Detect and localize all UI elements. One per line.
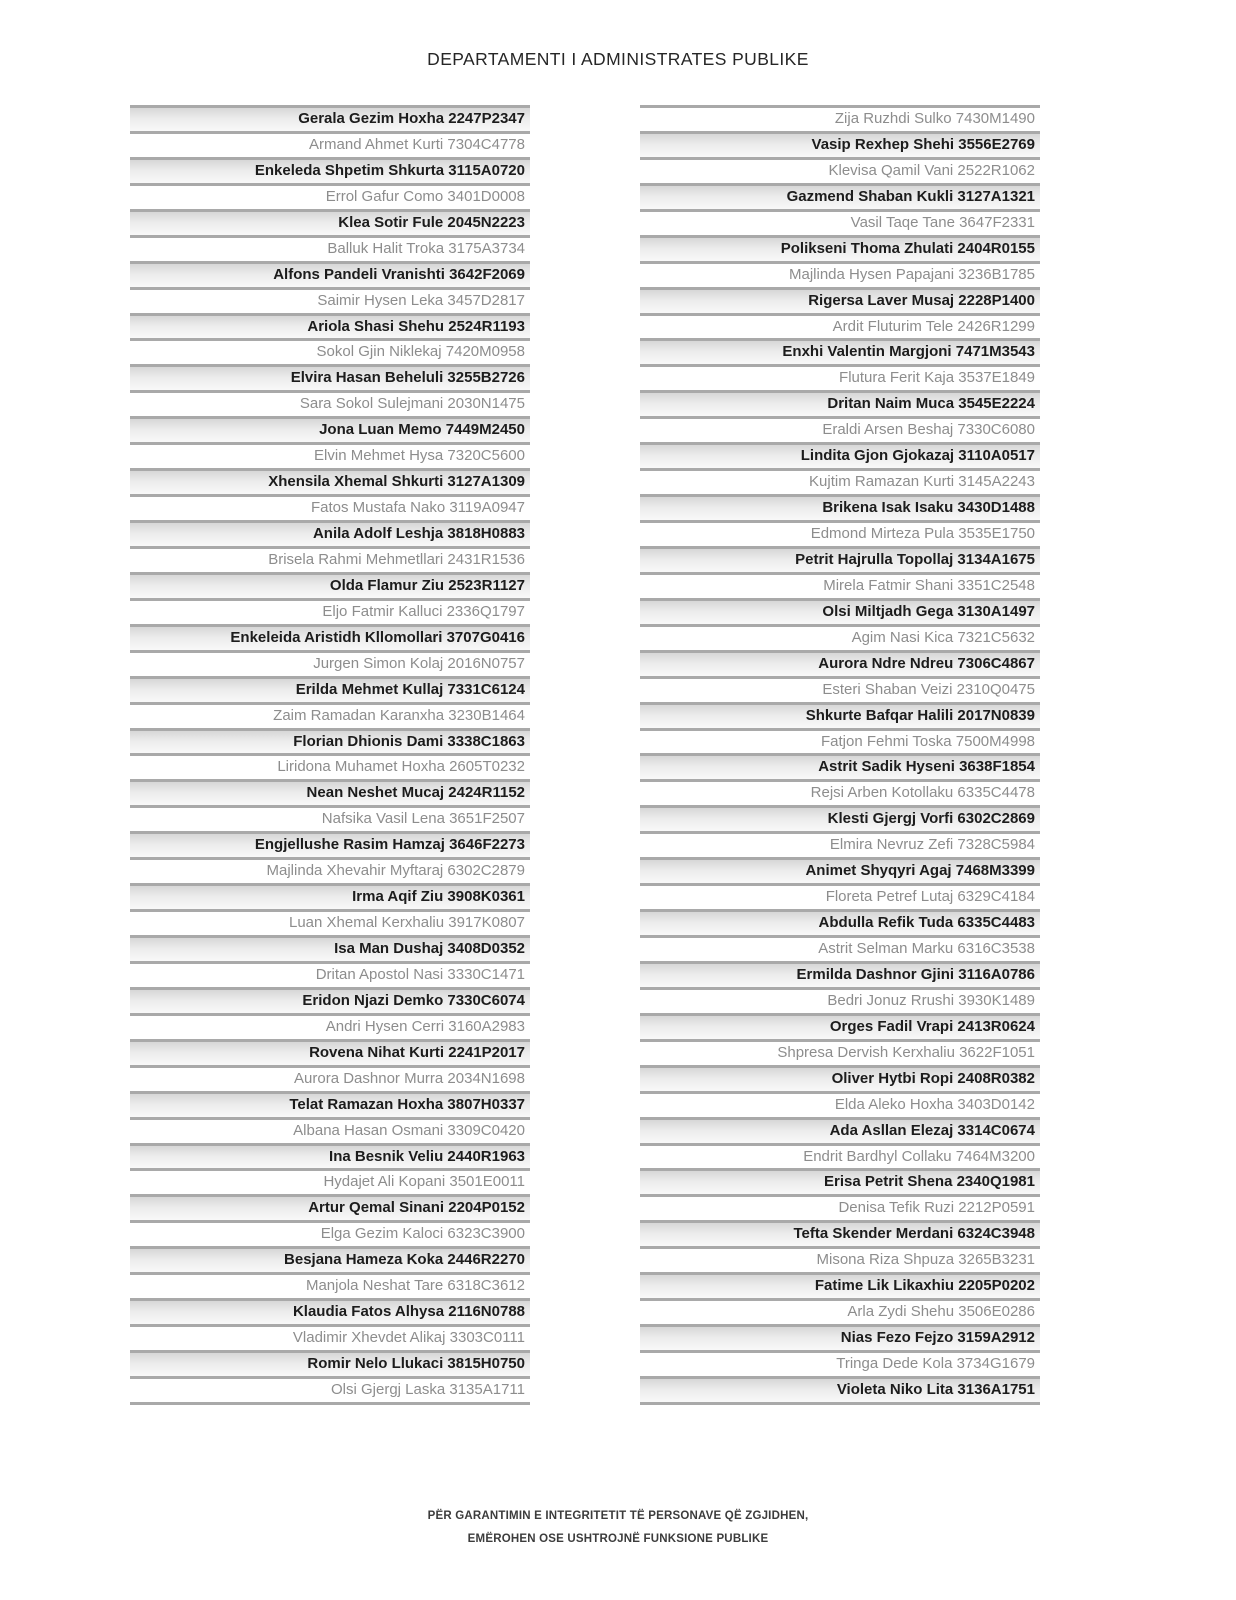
list-item: Mirela Fatmir Shani 3351C2548 bbox=[640, 572, 1040, 598]
list-item: Florian Dhionis Dami 3338C1863 bbox=[130, 728, 530, 754]
list-item: Enkeleida Aristidh Kllomollari 3707G0416 bbox=[130, 624, 530, 650]
list-item: Engjellushe Rasim Hamzaj 3646F2273 bbox=[130, 831, 530, 857]
list-item: Oliver Hytbi Ropi 2408R0382 bbox=[640, 1065, 1040, 1091]
list-item: Ada Asllan Elezaj 3314C0674 bbox=[640, 1117, 1040, 1143]
list-item: Sokol Gjin Niklekaj 7420M0958 bbox=[130, 338, 530, 364]
list-item: Arla Zydi Shehu 3506E0286 bbox=[640, 1298, 1040, 1324]
list-item: Endrit Bardhyl Collaku 7464M3200 bbox=[640, 1143, 1040, 1169]
list-item: Dritan Naim Muca 3545E2224 bbox=[640, 390, 1040, 416]
list-item: Klevisa Qamil Vani 2522R1062 bbox=[640, 157, 1040, 183]
list-item: Nafsika Vasil Lena 3651F2507 bbox=[130, 805, 530, 831]
list-item: Hydajet Ali Kopani 3501E0011 bbox=[130, 1168, 530, 1194]
list-item: Romir Nelo Llukaci 3815H0750 bbox=[130, 1350, 530, 1376]
list-item: Zija Ruzhdi Sulko 7430M1490 bbox=[640, 105, 1040, 131]
list-item: Brikena Isak Isaku 3430D1488 bbox=[640, 494, 1040, 520]
list-item: Balluk Halit Troka 3175A3734 bbox=[130, 235, 530, 261]
footer-line-1: PËR GARANTIMIN E INTEGRITETIT TË PERSONAVE QË ZGJIDHEN, bbox=[427, 1510, 809, 1522]
list-item: Elmira Nevruz Zefi 7328C5984 bbox=[640, 831, 1040, 857]
list-item: Vasil Taqe Tane 3647F2331 bbox=[640, 209, 1040, 235]
list-item: Polikseni Thoma Zhulati 2404R0155 bbox=[640, 235, 1040, 261]
list-item: Edmond Mirteza Pula 3535E1750 bbox=[640, 520, 1040, 546]
list-item: Eljo Fatmir Kalluci 2336Q1797 bbox=[130, 598, 530, 624]
list-item: Rigersa Laver Musaj 2228P1400 bbox=[640, 287, 1040, 313]
page-title: DEPARTAMENTI I ADMINISTRATES PUBLIKE bbox=[427, 49, 809, 69]
list-item: Anila Adolf Leshja 3818H0883 bbox=[130, 520, 530, 546]
list-item: Majlinda Hysen Papajani 3236B1785 bbox=[640, 261, 1040, 287]
list-item: Fatos Mustafa Nako 3119A0947 bbox=[130, 494, 530, 520]
list-item: Rejsi Arben Kotollaku 6335C4478 bbox=[640, 779, 1040, 805]
right-column bbox=[640, 105, 1040, 1405]
list-item: Telat Ramazan Hoxha 3807H0337 bbox=[130, 1091, 530, 1117]
list-item: Bedri Jonuz Rrushi 3930K1489 bbox=[640, 987, 1040, 1013]
list-item: Orges Fadil Vrapi 2413R0624 bbox=[640, 1013, 1040, 1039]
list-item: Eraldi Arsen Beshaj 7330C6080 bbox=[640, 416, 1040, 442]
list-item: Erilda Mehmet Kullaj 7331C6124 bbox=[130, 676, 530, 702]
list-item: Eridon Njazi Demko 7330C6074 bbox=[130, 987, 530, 1013]
list-item: Elda Aleko Hoxha 3403D0142 bbox=[640, 1091, 1040, 1117]
list-item: Klea Sotir Fule 2045N2223 bbox=[130, 209, 530, 235]
list-item: Astrit Selman Marku 6316C3538 bbox=[640, 935, 1040, 961]
list-item: Enkeleda Shpetim Shkurta 3115A0720 bbox=[130, 157, 530, 183]
list-item: Lindita Gjon Gjokazaj 3110A0517 bbox=[640, 442, 1040, 468]
list-item: Ina Besnik Veliu 2440R1963 bbox=[130, 1143, 530, 1169]
list-item: Esteri Shaban Veizi 2310Q0475 bbox=[640, 676, 1040, 702]
list-item: Vasip Rexhep Shehi 3556E2769 bbox=[640, 131, 1040, 157]
list-item: Armand Ahmet Kurti 7304C4778 bbox=[130, 131, 530, 157]
list-item: Violeta Niko Lita 3136A1751 bbox=[640, 1376, 1040, 1402]
list-item: Agim Nasi Kica 7321C5632 bbox=[640, 624, 1040, 650]
list-item: Errol Gafur Como 3401D0008 bbox=[130, 183, 530, 209]
list-item: Sara Sokol Sulejmani 2030N1475 bbox=[130, 390, 530, 416]
list-item: Klaudia Fatos Alhysa 2116N0788 bbox=[130, 1298, 530, 1324]
list-item: Zaim Ramadan Karanxha 3230B1464 bbox=[130, 702, 530, 728]
list-item: Flutura Ferit Kaja 3537E1849 bbox=[640, 364, 1040, 390]
footer-line-2: EMËROHEN OSE USHTROJNË FUNKSIONE PUBLIKE bbox=[467, 1533, 769, 1545]
list-item: Erisa Petrit Shena 2340Q1981 bbox=[640, 1168, 1040, 1194]
list-item: Ardit Fluturim Tele 2426R1299 bbox=[640, 313, 1040, 339]
left-column bbox=[130, 105, 530, 1405]
list-item: Irma Aqif Ziu 3908K0361 bbox=[130, 883, 530, 909]
list-item: Floreta Petref Lutaj 6329C4184 bbox=[640, 883, 1040, 909]
list-item: Andri Hysen Cerri 3160A2983 bbox=[130, 1013, 530, 1039]
list-item: Majlinda Xhevahir Myftaraj 6302C2879 bbox=[130, 857, 530, 883]
list-item: Shkurte Bafqar Halili 2017N0839 bbox=[640, 702, 1040, 728]
list-item: Denisa Tefik Ruzi 2212P0591 bbox=[640, 1194, 1040, 1220]
list-item: Astrit Sadik Hyseni 3638F1854 bbox=[640, 753, 1040, 779]
list-item: Manjola Neshat Tare 6318C3612 bbox=[130, 1272, 530, 1298]
list-item: Nean Neshet Mucaj 2424R1152 bbox=[130, 779, 530, 805]
list-item: Elvira Hasan Beheluli 3255B2726 bbox=[130, 364, 530, 390]
list-item: Fatjon Fehmi Toska 7500M4998 bbox=[640, 728, 1040, 754]
list-item: Vladimir Xhevdet Alikaj 3303C0111 bbox=[130, 1324, 530, 1350]
list-item: Olda Flamur Ziu 2523R1127 bbox=[130, 572, 530, 598]
list-item: Jona Luan Memo 7449M2450 bbox=[130, 416, 530, 442]
list-item: Luan Xhemal Kerxhaliu 3917K0807 bbox=[130, 909, 530, 935]
list-item: Animet Shyqyri Agaj 7468M3399 bbox=[640, 857, 1040, 883]
list-item: Enxhi Valentin Margjoni 7471M3543 bbox=[640, 338, 1040, 364]
list-item: Kujtim Ramazan Kurti 3145A2243 bbox=[640, 468, 1040, 494]
list-item: Abdulla Refik Tuda 6335C4483 bbox=[640, 909, 1040, 935]
list-item: Alfons Pandeli Vranishti 3642F2069 bbox=[130, 261, 530, 287]
list-item: Saimir Hysen Leka 3457D2817 bbox=[130, 287, 530, 313]
list-item: Tringa Dede Kola 3734G1679 bbox=[640, 1350, 1040, 1376]
list-item: Fatime Lik Likaxhiu 2205P0202 bbox=[640, 1272, 1040, 1298]
list-item: Olsi Gjergj Laska 3135A1711 bbox=[130, 1376, 530, 1402]
list-item: Isa Man Dushaj 3408D0352 bbox=[130, 935, 530, 961]
list-item: Artur Qemal Sinani 2204P0152 bbox=[130, 1194, 530, 1220]
list-item: Jurgen Simon Kolaj 2016N0757 bbox=[130, 650, 530, 676]
list-item: Brisela Rahmi Mehmetllari 2431R1536 bbox=[130, 546, 530, 572]
list-item: Gerala Gezim Hoxha 2247P2347 bbox=[130, 105, 530, 131]
list-item: Nias Fezo Fejzo 3159A2912 bbox=[640, 1324, 1040, 1350]
list-item: Xhensila Xhemal Shkurti 3127A1309 bbox=[130, 468, 530, 494]
list-item: Elga Gezim Kaloci 6323C3900 bbox=[130, 1220, 530, 1246]
list-item: Ermilda Dashnor Gjini 3116A0786 bbox=[640, 961, 1040, 987]
list-item: Misona Riza Shpuza 3265B3231 bbox=[640, 1246, 1040, 1272]
list-item: Gazmend Shaban Kukli 3127A1321 bbox=[640, 183, 1040, 209]
list-item: Shpresa Dervish Kerxhaliu 3622F1051 bbox=[640, 1039, 1040, 1065]
list-item: Aurora Dashnor Murra 2034N1698 bbox=[130, 1065, 530, 1091]
list-item: Olsi Miltjadh Gega 3130A1497 bbox=[640, 598, 1040, 624]
list-item: Albana Hasan Osmani 3309C0420 bbox=[130, 1117, 530, 1143]
list-item: Liridona Muhamet Hoxha 2605T0232 bbox=[130, 753, 530, 779]
list-item: Ariola Shasi Shehu 2524R1193 bbox=[130, 313, 530, 339]
footer bbox=[0, 1505, 1236, 1551]
list-item: Tefta Skender Merdani 6324C3948 bbox=[640, 1220, 1040, 1246]
list-item: Petrit Hajrulla Topollaj 3134A1675 bbox=[640, 546, 1040, 572]
list-item: Klesti Gjergj Vorfi 6302C2869 bbox=[640, 805, 1040, 831]
list-item: Elvin Mehmet Hysa 7320C5600 bbox=[130, 442, 530, 468]
list-item: Besjana Hameza Koka 2446R2270 bbox=[130, 1246, 530, 1272]
list-item: Dritan Apostol Nasi 3330C1471 bbox=[130, 961, 530, 987]
list-item: Aurora Ndre Ndreu 7306C4867 bbox=[640, 650, 1040, 676]
list-item: Rovena Nihat Kurti 2241P2017 bbox=[130, 1039, 530, 1065]
